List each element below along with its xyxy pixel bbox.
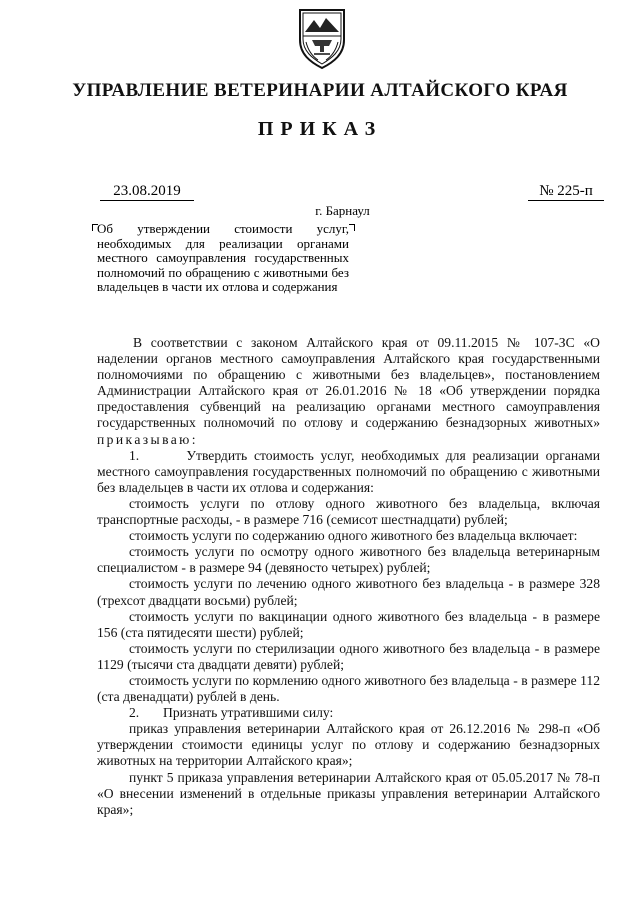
cost-capture: стоимость услуги по отлову одного животного без владельца, включая транспортные расходы, - в размере 716 (семисот шестнадцати) рублей; <box>97 495 600 528</box>
cost-sterilization: стоимость услуги по стерилизации одного животного без владельца - в размере 1129 (тысячи ста двадцати девяти) рублей; <box>97 640 600 672</box>
preamble-text: В соответствии с законом Алтайского края от 09.11.2015 № 107-ЗС «О наделении органов местного самоуправления Алтайского края государственными полномочиями по обращению с животными без владельцев», постановлением Администрации Алтайского края от 26.01.2016 № 18 «Об утверждении порядка предоставления субвенций на реализацию органами местного самоуправления государственных полномочий по отлову и содержанию безнадзорных животных» <box>97 335 600 431</box>
subject-text: Об утверждении стоимости услуг, необходимых для реализации органами местного самоуправления государственных полномочий по обращению с животными без владельцев в части их отлова и содержания <box>97 221 349 295</box>
coat-of-arms-emblem <box>292 6 352 70</box>
item-1-number: 1. <box>129 447 140 463</box>
item-1-paragraph <box>97 448 600 496</box>
right-corner-mark <box>349 224 355 231</box>
document-type-heading: ПРИКАЗ <box>257 118 383 140</box>
city-name: г. Барнаул <box>315 203 370 218</box>
organization-title: УПРАВЛЕНИЕ ВЕТЕРИНАРИИ АЛТАЙСКОГО КРАЯ <box>72 80 568 101</box>
repeal-order-2: пункт 5 приказа управления ветеринарии Алтайского края от 05.05.2017 № 78-п «О внесении изменений в отдельные приказы управления ветеринарии Алтайского края»; <box>97 769 600 817</box>
order-subject <box>97 222 349 295</box>
item-1-text: Утвердить стоимость услуг, необходимых для реализации органами местного самоуправления государственных полномочий по обращению с животными без владельцев в части их отлова и содержания: <box>97 447 601 495</box>
cost-exam: стоимость услуги по осмотру одного животного без владельца ветеринарным специалистом - в размере 94 (девяносто четырех) рублей; <box>97 544 600 576</box>
item-2-number: 2. <box>129 705 140 721</box>
order-date: 23.08.2019 <box>100 183 194 201</box>
repeal-order-1: приказ управления ветеринарии Алтайского края от 26.12.2016 № 298-п «Об утверждении стоимости единицы услуг по отлову и содержанию безнадзорных животных на территории Алтайского края»; <box>97 721 600 769</box>
order-number: № 225-п <box>528 183 604 201</box>
cost-vaccination: стоимость услуги по вакцинации одного животного без владельца - в размере 156 (ста пятидесяти шести) рублей; <box>97 608 600 640</box>
item-2-paragraph <box>97 705 600 721</box>
order-body <box>97 335 600 818</box>
preamble-paragraph <box>97 335 600 448</box>
order-word: приказываю: <box>97 431 198 447</box>
left-corner-mark <box>92 224 98 231</box>
cost-treatment: стоимость услуги по лечению одного животного без владельца - в размере 328 (трехсот двадцати восьми) рублей; <box>97 576 600 608</box>
item-2-text: Признать утратившими силу: <box>163 705 334 721</box>
cost-keeping-intro: стоимость услуги по содержанию одного животного без владельца включает: <box>129 528 578 544</box>
cost-feeding: стоимость услуги по кормлению одного животного без владельца - в размере 112 (ста двенадцати) рублей в день. <box>97 672 600 705</box>
